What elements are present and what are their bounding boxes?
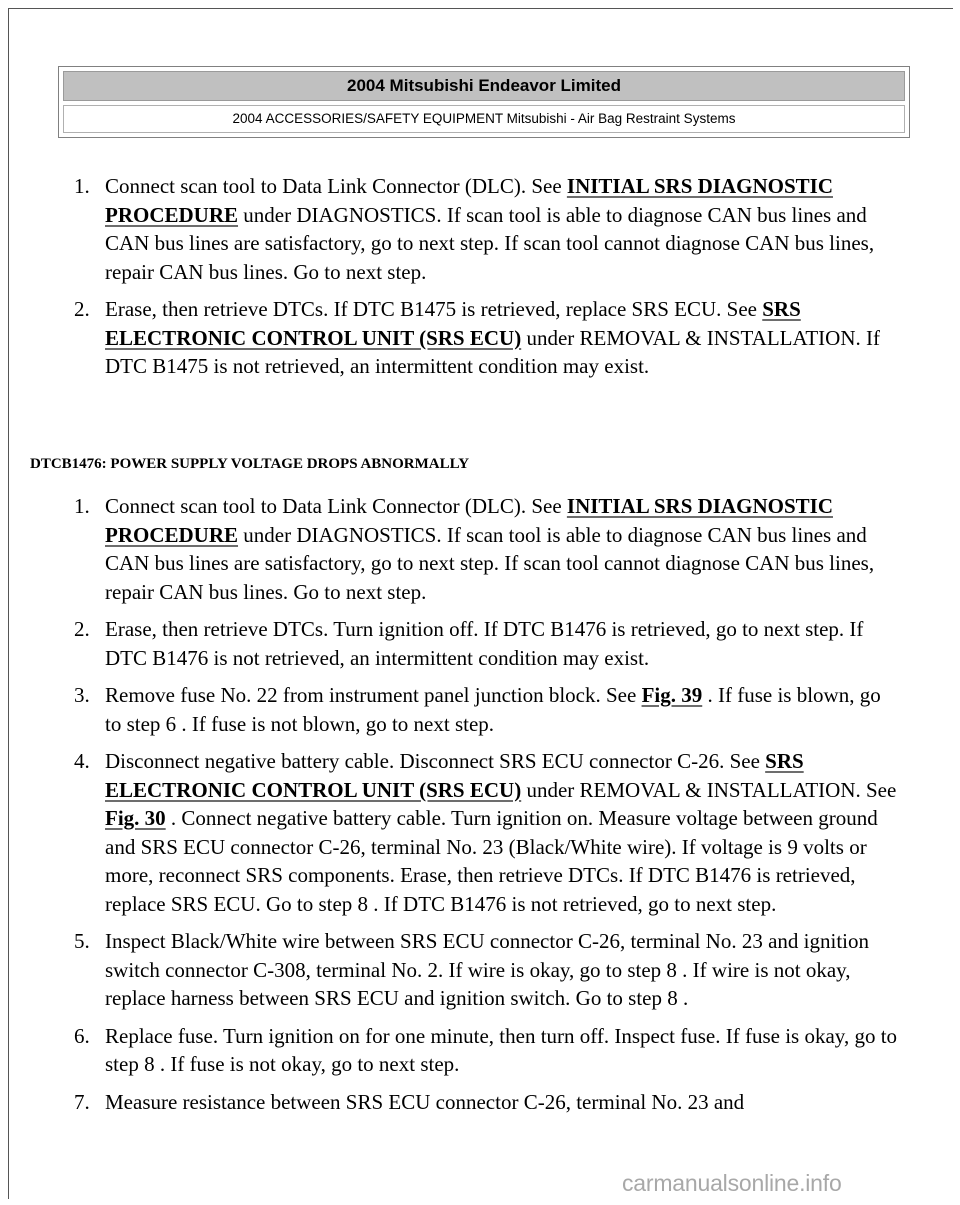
initial-srs-diagnostic-link[interactable]: INITIAL SRS DIAGNOSTIC PROCEDURE	[105, 494, 833, 547]
procedure-list-b1476	[0, 492, 900, 1125]
step-number: 1.	[74, 174, 90, 198]
step-number: 1.	[74, 494, 90, 518]
step-number: 2.	[74, 297, 90, 321]
step-number: 2.	[74, 617, 90, 641]
fig-39-link[interactable]: Fig. 39	[641, 683, 703, 707]
list-item	[0, 172, 900, 286]
list-item	[0, 747, 900, 918]
list-item	[0, 927, 900, 1013]
step-text: Connect scan tool to Data Link Connector (DLC). See	[105, 494, 567, 518]
step-number: 3.	[74, 683, 90, 707]
srs-ecu-link[interactable]: SRS ELECTRONIC CONTROL UNIT (SRS ECU)	[105, 749, 804, 802]
list-item	[0, 681, 900, 738]
list-item	[0, 492, 900, 606]
list-item	[0, 295, 900, 381]
list-item	[0, 1022, 900, 1079]
step-text: under DIAGNOSTICS. If scan tool is able to diagnose CAN bus lines and CAN bus lines are satisfactory, go to next step. If scan tool cannot diagnose CAN bus lines, repair CAN bus lines. Go to next step.	[105, 202, 875, 284]
step-number: 7.	[74, 1089, 90, 1114]
section-heading: DTCB1476: POWER SUPPLY VOLTAGE DROPS ABNORMALLY	[30, 456, 470, 472]
step-text: . If fuse is blown, go to step 6 . If fuse is not blown, go to next step.	[105, 683, 881, 736]
step-number: 4.	[74, 749, 90, 773]
step-text: Disconnect negative battery cable. Disconnect SRS ECU connector C-26. See	[105, 749, 766, 773]
srs-ecu-link[interactable]: SRS ELECTRONIC CONTROL UNIT (SRS ECU)	[105, 297, 801, 350]
step-text: Inspect Black/White wire between SRS ECU connector C-26, terminal No. 23 and ignition switch connector C-308, terminal No. 2. If wire is okay, go to step 8 . If wire is not okay, replace harness between SRS ECU and ignition switch. Go to step 8 .	[105, 929, 869, 1010]
step-number: 6.	[74, 1023, 90, 1048]
step-text: Connect scan tool to Data Link Connector (DLC). See	[105, 174, 567, 198]
step-text: under REMOVAL & INSTALLATION. If DTC B1475 is not retrieved, an intermittent condition may exist.	[105, 325, 880, 378]
list-item	[0, 1088, 900, 1117]
step-text: . Connect negative battery cable. Turn ignition on. Measure voltage between ground and SRS ECU connector C-26, terminal No. 23 (Black/White wire). If voltage is 9 volts or more, reconnect SRS components. Erase, then retrieve DTCs. If DTC B1476 is retrieved, replace SRS ECU. Go to step 8 . If DTC B1476 is not retrieved, go to next step.	[105, 806, 878, 916]
step-text: Erase, then retrieve DTCs. Turn ignition off. If DTC B1476 is retrieved, go to next step. If DTC B1476 is not retrieved, an intermittent condition may exist.	[105, 617, 864, 670]
procedure-list-b1475	[0, 172, 900, 390]
step-text: under DIAGNOSTICS. If scan tool is able to diagnose CAN bus lines and CAN bus lines are satisfactory, go to next step. If scan tool cannot diagnose CAN bus lines, repair CAN bus lines. Go to next step.	[105, 522, 875, 604]
step-number: 5.	[74, 929, 90, 953]
step-text: Measure resistance between SRS ECU connector C-26, terminal No. 23 and	[105, 1089, 745, 1114]
vehicle-title: 2004 Mitsubishi Endeavor Limited	[63, 71, 905, 101]
step-text: under REMOVAL & INSTALLATION. See	[521, 777, 897, 802]
document-header	[58, 66, 910, 138]
step-text: Erase, then retrieve DTCs. If DTC B1475 is retrieved, replace SRS ECU. See	[105, 297, 763, 321]
list-item	[0, 615, 900, 672]
fig-30-link[interactable]: Fig. 30	[105, 806, 166, 830]
initial-srs-diagnostic-link[interactable]: INITIAL SRS DIAGNOSTIC PROCEDURE	[105, 174, 833, 227]
step-text: Remove fuse No. 22 from instrument panel junction block. See	[105, 683, 642, 707]
section-subtitle: 2004 ACCESSORIES/SAFETY EQUIPMENT Mitsubishi - Air Bag Restraint Systems	[63, 105, 905, 133]
step-text: Replace fuse. Turn ignition on for one minute, then turn off. Inspect fuse. If fuse is okay, go to step 8 . If fuse is not okay, go to next step.	[105, 1023, 898, 1076]
watermark: carmanualsonline.info	[622, 1170, 842, 1196]
